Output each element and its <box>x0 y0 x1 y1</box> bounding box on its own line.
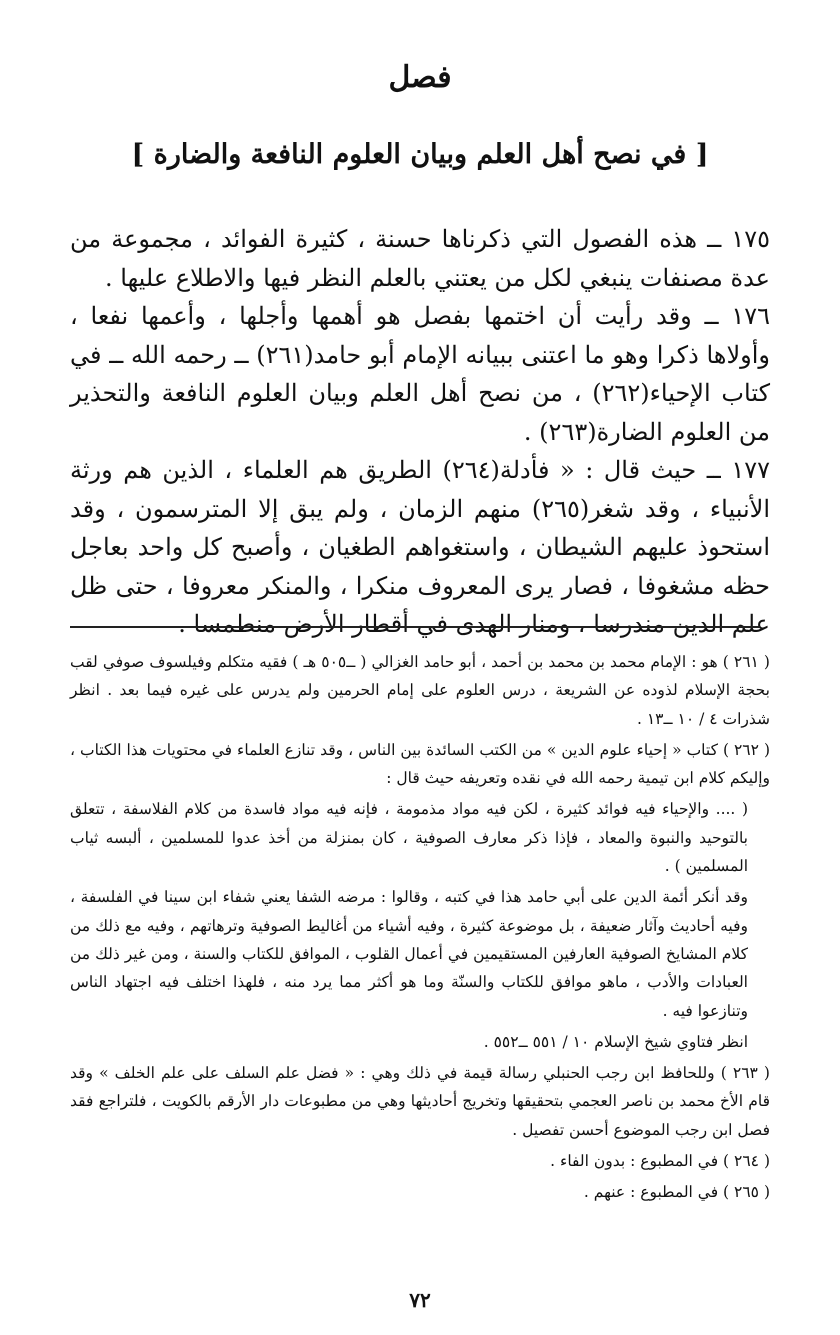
page-number: ٧٢ <box>409 1288 431 1312</box>
chapter-heading: فصل <box>388 60 452 95</box>
footnote-265: ( ٢٦٥ ) في المطبوع : عنهم . <box>583 1183 770 1202</box>
section-subtitle: [ في نصح أهل العلم وبيان العلوم النافعة والضارة ] <box>131 139 709 170</box>
document-page <box>70 0 770 1335</box>
footnote-262-reference: انظر فتاوي شيخ الإسلام ١٠ / ٥٥١ ــ٥٥٢ . <box>483 1032 748 1051</box>
footnote-263: ( ٢٦٣ ) وللحافظ ابن رجب الحنبلي رسالة قيمة في ذلك وهي : « فضل علم السلف على علم الخلف » وقد قام الأخ محمد بن ناصر العجمي بتحقيقها وتخريج أحاديثها وهي من مطبوعات دار الأرقم بالكويت ، فلتراجع فقد فصل ابن رجب الموضوع أحسن تفصيل . <box>70 1064 770 1139</box>
footnote-264: ( ٢٦٤ ) في المطبوع : بدون الفاء . <box>550 1152 770 1171</box>
main-text <box>70 220 770 644</box>
paragraph-176: ١٧٦ ــ وقد رأيت أن اختمها بفصل هو أهمها وأجلها ، وأعمها نفعا ، وأولاها ذكرا وهو ما اعتنى ببيانه الإمام أبو حامد(٢٦١) ــ رحمه الله ــ في كتاب الإحياء(٢٦٢) ، من نصح أهل العلم وبيان العلوم النافعة والتحذير من العلوم الضارة(٢٦٣) . <box>70 302 771 446</box>
footnote-262-commentary: وقد أنكر أئمة الدين على أبي حامد هذا في كتبه ، وقالوا : مرضه الشفا يعني شفاء ابن سينا في الفلسفة ، وفيه أحاديث وآثار ضعيفة ، بل موضوعة كثيرة ، وفيه أشياء من أغاليط الصوفية وترهاتهم ، وفيه مع ذلك من كلام المشايخ الصوفية العارفين المستقيمين في أعمال القلوب ، الموافق للكتاب والسنة ، ومن غير ذلك من العبادات والأدب ، ماهو موافق للكتاب والسنّة وما هو أكثر مما يرد منه ، فلهذا اختلف فيه اجتهاد الناس وتنازعوا فيه . <box>70 888 748 1020</box>
footnote-262-quote: ( .... والإحياء فيه فوائد كثيرة ، لكن فيه مواد مذمومة ، فإنه فيه مواد فاسدة من كلام الفلاسفة ، تتعلق بالتوحيد والنبوة والمعاد ، فإذا ذكر معارف الصوفية ، كان بمنزلة من أخذ عدوا للمسلمين ، ألبسه ثياب المسلمين ) . <box>70 800 748 876</box>
footnotes <box>70 648 770 1210</box>
paragraph-175: ١٧٥ ــ هذه الفصول التي ذكرناها حسنة ، كثيرة الفوائد ، مجموعة من عدة مصنفات ينبغي لكل من يعتني بالعلم النظر فيها والاطلاع عليها . <box>70 225 770 292</box>
footnote-262: ( ٢٦٢ ) كتاب « إحياء علوم الدين » من الكتب السائدة بين الناس ، وقد تنازع العلماء في محتويات هذا الكتاب ، وإليكم كلام ابن تيمية رحمه الله في نقده وتعريفه حيث قال : <box>70 740 770 788</box>
footnote-separator <box>70 626 760 628</box>
footnote-261: ( ٢٦١ ) هو : الإمام محمد بن محمد بن أحمد ، أبو حامد الغزالي ( ــ٥٠٥ هـ ) فقيه متكلم وفيلسوف صوفي لقب بحجة الإسلام لذوده عن الشريعة ، درس العلوم على إمام الحرمين ولم يدرس على غيره فيما بعد . انظر شذرات ٤ / ١٠ ــ١٣ . <box>70 653 770 728</box>
paragraph-177: ١٧٧ ــ حيث قال : « فأدلة(٢٦٤) الطريق هم العلماء ، الذين هم ورثة الأنبياء ، وقد شغر(٢٦٥) منهم الزمان ، ولم يبق إلا المترسمون ، وقد استحوذ عليهم الشيطان ، واستغواهم الطغيان ، وأصبح كل واحد بعاجل حظه مشغوفا ، فصار يرى المعروف منكرا ، والمنكر معروفا ، حتى ظل علم الدين مندرسا ، ومنار الهدى في أقطار الأرض منطمسا . <box>70 456 771 638</box>
